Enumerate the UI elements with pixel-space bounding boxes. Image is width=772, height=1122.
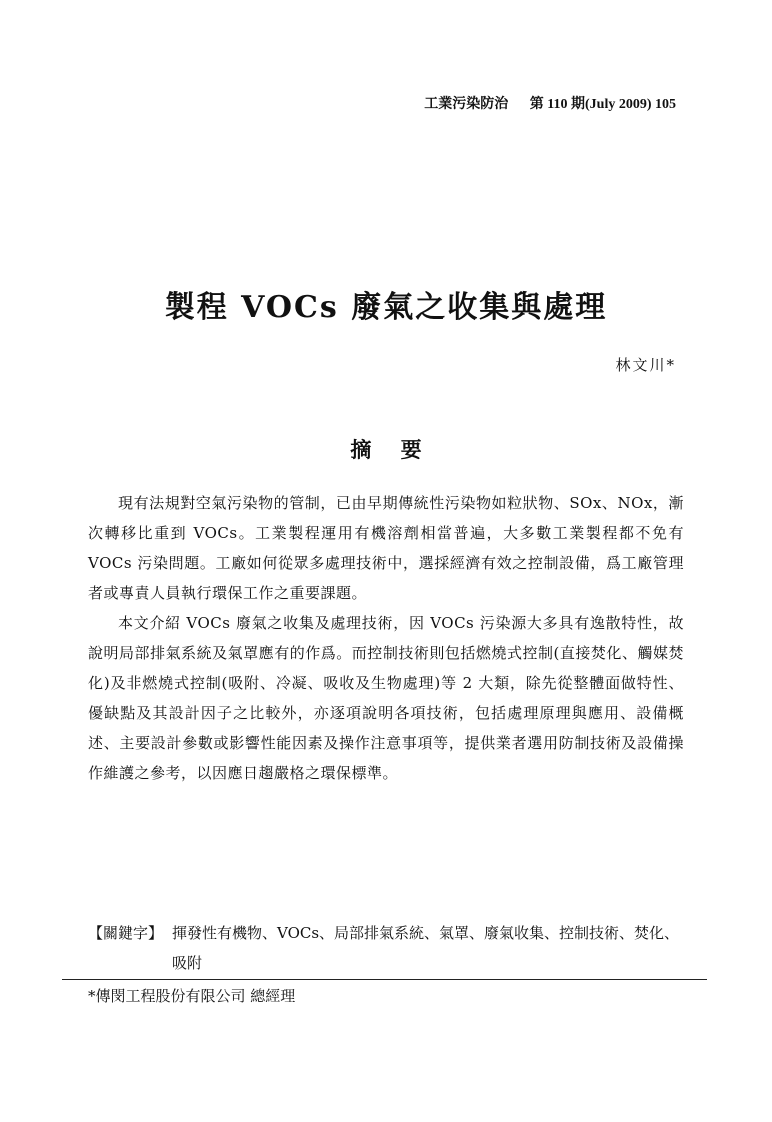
keywords-label: 【關鍵字】 [88,924,164,942]
issue-info: 第 110 期(July 2009) 105 [529,97,676,112]
paper-title: 製程 VOCs 廢氣之收集與處理 [164,290,608,325]
author-affiliation-footnote: *傳閔工程股份有限公司 總經理 [88,987,296,1005]
running-header [424,93,676,113]
abstract-heading: 摘 要 [350,437,422,462]
abstract-body [88,488,684,788]
keywords-list: 揮發性有機物、VOCs、局部排氣系統、氣罩、廢氣收集、控制技術、焚化、吸附 [172,924,680,972]
keywords-block [88,918,684,978]
author-name: 林文川* [615,356,676,374]
footnote-divider [62,979,707,980]
journal-name: 工業污染防治 [424,97,509,112]
abstract-paragraph-2: 本文介紹 VOCs 廢氣之收集及處理技術，因 VOCs 污染源大多具有逸散特性，故說明局部排氣系統及氣罩應有的作爲。而控制技術則包括燃燒式控制(直接焚化、觸媒焚化)及非燃燒式控制(吸附、冷凝、吸收及生物處理)等 2 大類，除先從整體面做特性、優缺點及其設計因子之比較外，亦逐項說明各項技術，包括處理原理與應用、設備概述、主要設計參數或影響性能因素及操作注意事項等，提供業者選用防制技術及設備操作維護之參考，以因應日趨嚴格之環保標準。 [88,614,684,782]
abstract-paragraph-1: 現有法規對空氣污染物的管制，已由早期傳統性污染物如粒狀物、SOx、NOx，漸次轉移比重到 VOCs。工業製程運用有機溶劑相當普遍，大多數工業製程都不免有 VOCs 污染問題。工廠如何從眾多處理技術中，選採經濟有效之控制設備，爲工廠管理者或專責人員執行環保工作之重要課題。 [88,494,684,602]
